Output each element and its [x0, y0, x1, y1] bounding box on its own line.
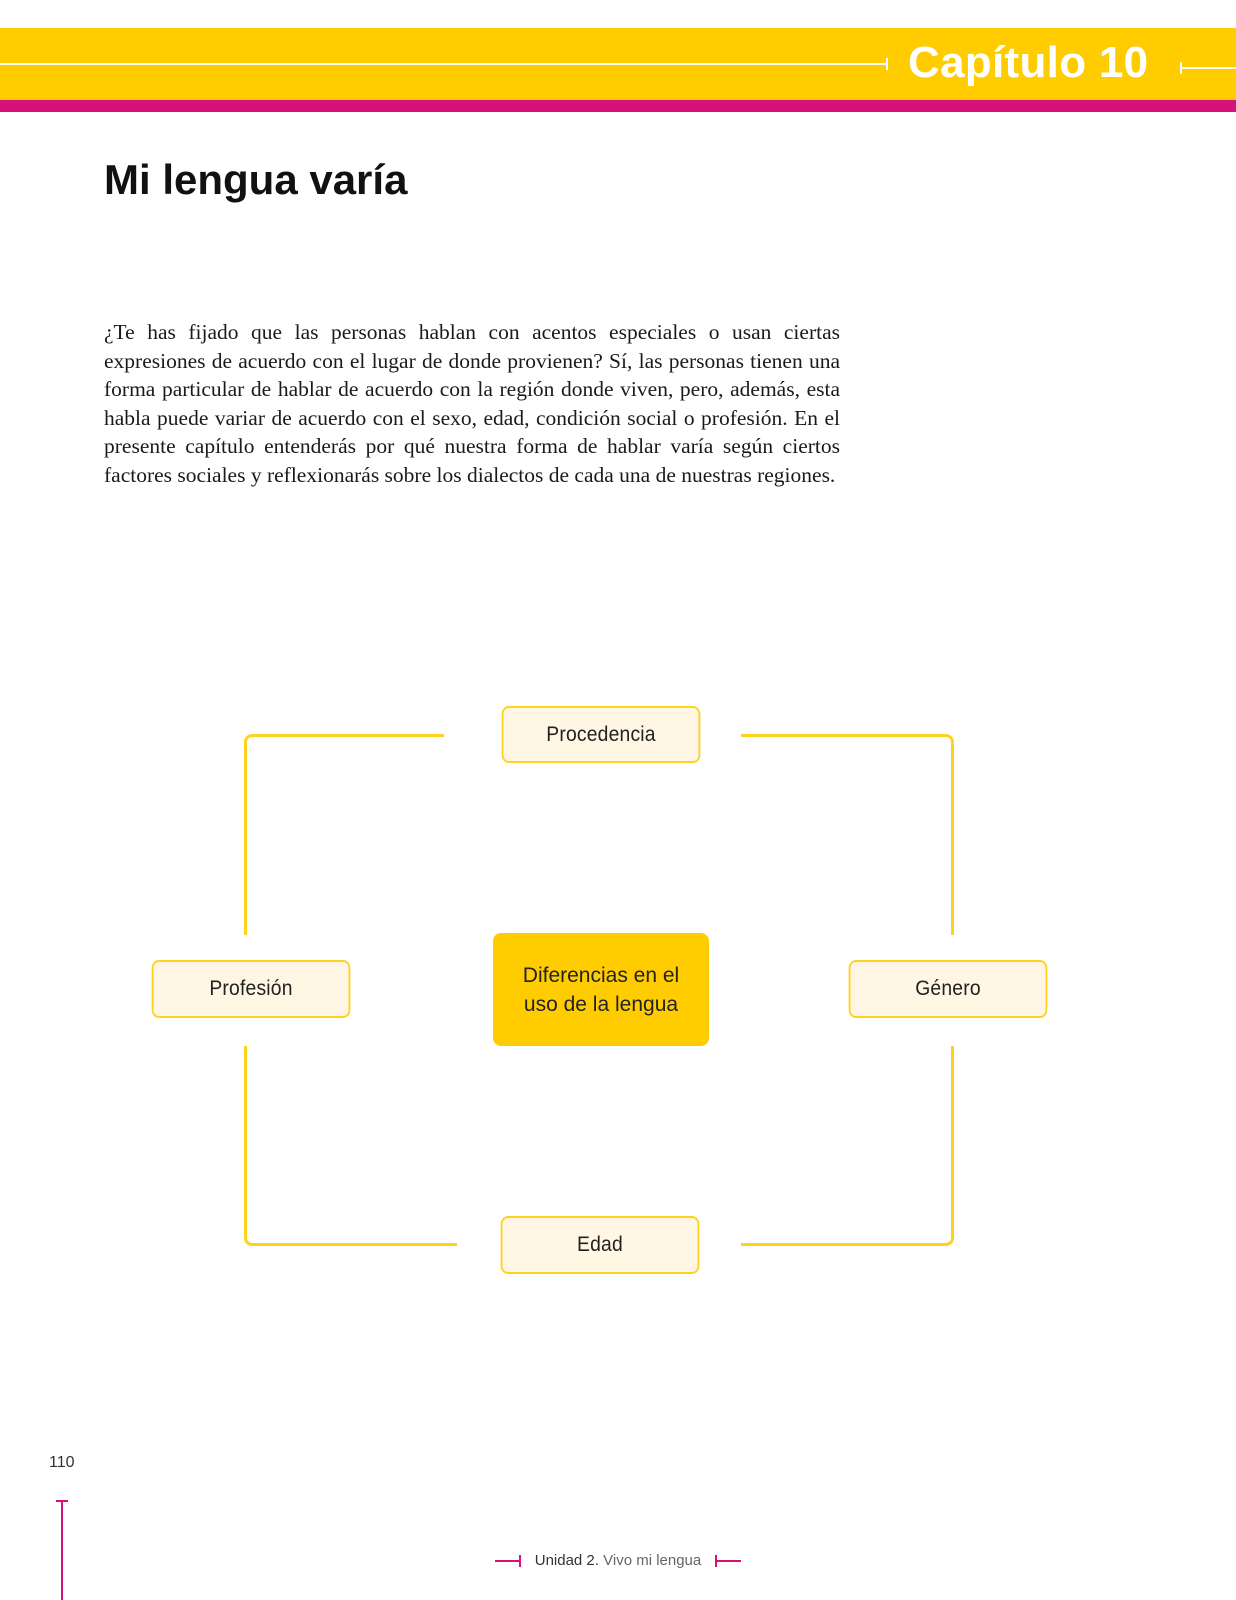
footer-rule-left [495, 1560, 521, 1562]
footer-unit-title: Vivo mi lengua [603, 1552, 702, 1569]
connector-top-left [244, 734, 444, 935]
chapter-title: Capítulo 10 [908, 38, 1149, 87]
node-edad: Edad [501, 1216, 700, 1274]
page-number: 110 [49, 1454, 75, 1471]
node-genero: Género [849, 960, 1048, 1018]
connector-bottom-right [741, 1046, 954, 1246]
page-title: Mi lengua varía [104, 156, 408, 203]
connector-bottom-left [244, 1046, 457, 1246]
footer-unit: Unidad 2. [534, 1552, 599, 1569]
connector-top-right [741, 734, 954, 935]
intro-paragraph: ¿Te has fijado que las personas hablan con acentos especiales o usan ciertas expresiones de acuerdo con el lugar de donde provienen? Sí, las personas tienen una forma particular de hablar de acuerdo con la región donde viven, pero, además, esta habla puede variar de acuerdo con el sexo, edad, condición social o profesión. En el presente capítulo entenderás por qué nuestra forma de hablar varía según ciertos factores sociales y reflexionarás sobre los dialectos de cada una de nuestras regiones. [104, 320, 840, 487]
margin-rule [61, 1500, 63, 1600]
footer-unit-label [0, 1552, 1236, 1569]
node-center-diferencias: Diferencias en el uso de la lengua [493, 933, 709, 1046]
footer-rule-right [715, 1560, 741, 1562]
node-profesion: Profesión [152, 960, 351, 1018]
node-procedencia: Procedencia [502, 706, 701, 763]
